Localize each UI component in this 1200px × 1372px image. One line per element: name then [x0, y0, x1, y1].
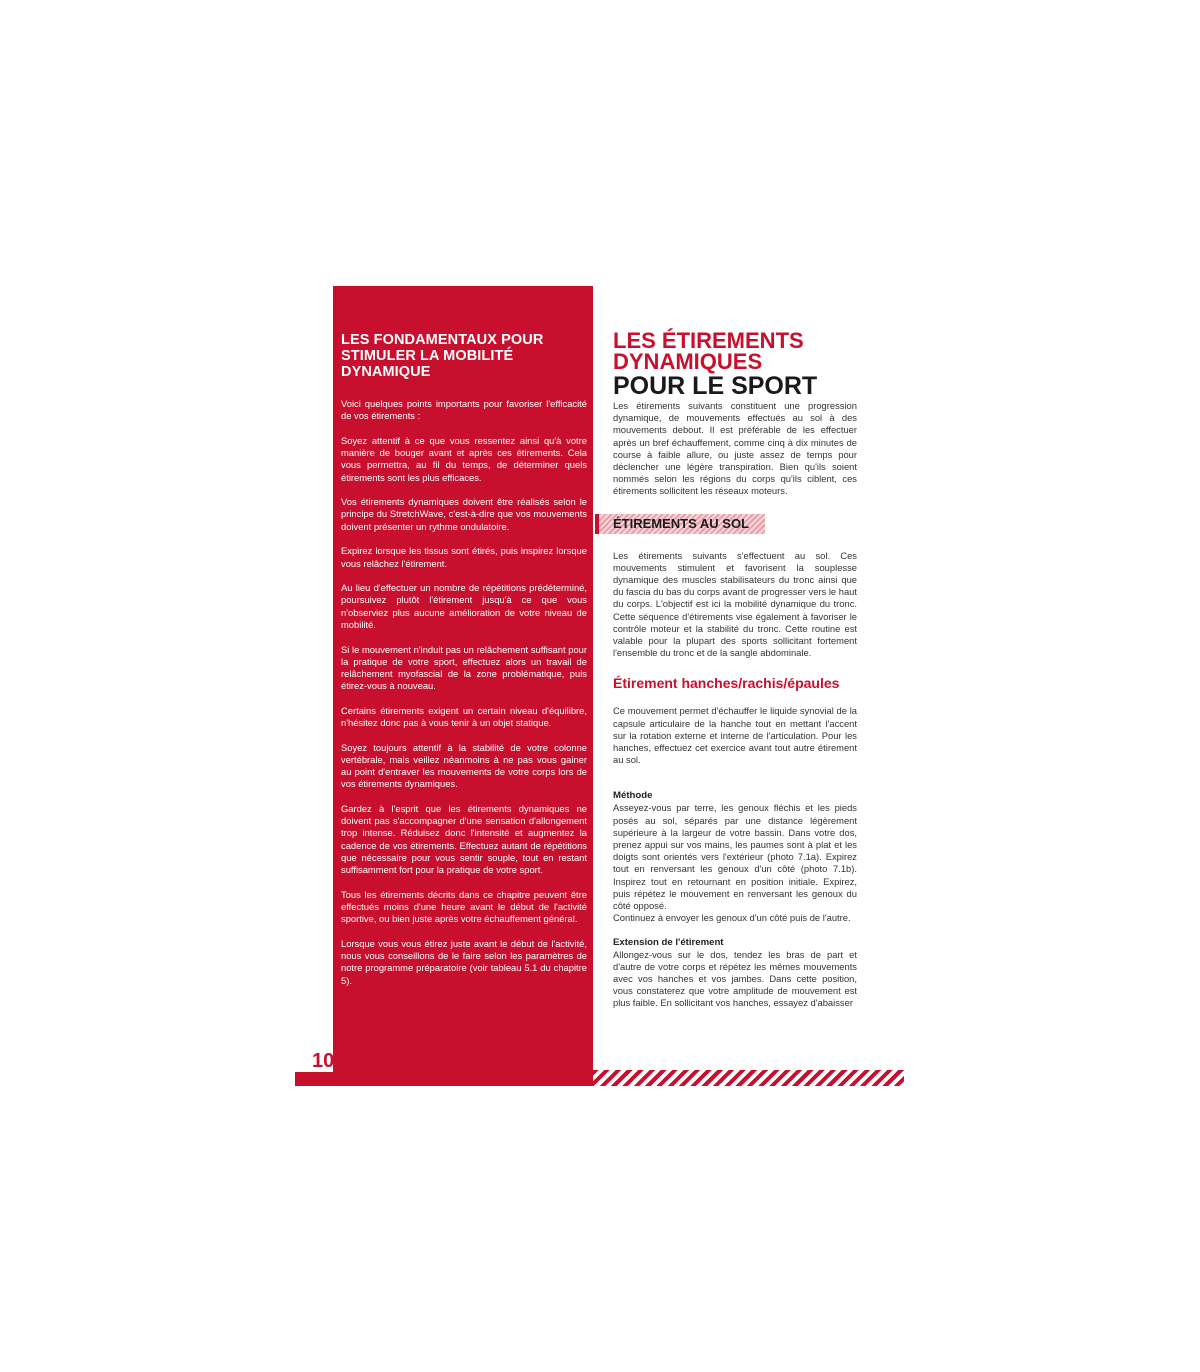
method-paragraph-continued: Continuez à envoyer les genoux d'un côté puis de l'autre.	[613, 912, 851, 924]
chapter-title	[613, 330, 857, 400]
method-label: Méthode	[613, 790, 653, 802]
main-column	[613, 330, 857, 1010]
exercise-paragraph: Ce mouvement permet d'échauffer le liquide synovial de la capsule articulaire de la hanche tout en mettant l'accent sur la rotation externe et interne de l'articulation. Pour les hanches, effectuez cet exercice avant tout autre étirement au sol.	[613, 705, 857, 766]
extension-label: Extension de l'étirement	[613, 936, 724, 948]
sidebar-paragraph: Lorsque vous vous étirez juste avant le début de l'activité, nous vous conseillons de le faire selon les paramètres de notre programme préparatoire (voir tableau 5.1 du chapitre 5).	[341, 937, 587, 986]
sidebar-box	[333, 286, 593, 1086]
exercise-title: Étirement hanches/rachis/épaules	[613, 675, 840, 692]
sidebar-paragraph: Tous les étirements décrits dans ce chapitre peuvent être effectués moins d'une heure avant le début de l'activité sportive, ou bien juste après votre échauffement général.	[341, 888, 587, 925]
section-title: ÉTIREMENTS AU SOL	[613, 515, 750, 531]
section-banner	[595, 514, 765, 534]
page-number: 10	[312, 1050, 335, 1072]
sidebar-paragraph: Vos étirements dynamiques doivent être réalisés selon le principe du StretchWave, c'est-à-dire que vos mouvements doivent présenter un rythme ondulatoire.	[341, 496, 587, 532]
chapter-title-dark: POUR LE SPORT	[613, 372, 818, 400]
sidebar-paragraph: Gardez à l'esprit que les étirements dynamiques ne doivent pas s'accompagner d'une sensation d'allongement trop intense. Réduisez donc l'intensité et augmentez la cadence de vos étirements. Effectuez autant de répétitions que nécessaire pour vous sentir souple, tout en restant suffisamment fort pour la pratique de votre sport.	[341, 803, 587, 876]
decorative-stripe	[593, 1070, 904, 1086]
method-paragraph: Asseyez-vous par terre, les genoux fléchis et les pieds posés au sol, séparés par une distance légèrement supérieure à la largeur de votre bassin. Dans votre dos, prenez appui sur vos mains, les paumes sont à plat et les doigts sont orientés vers l'extérieur (photo 7.1a). Expirez tout en renversant les genoux d'un côté (photo 7.1b). Inspirez tout en retournant en position initiale. Expirez, puis répétez le mouvement en renversant les genoux du côté opposé.	[613, 802, 857, 912]
sidebar-paragraph: Soyez attentif à ce que vous ressentez ainsi qu'à votre manière de bouger avant et après ces étirements. Cela vous permettra, au fil du temps, de déterminer quels étirements sont les plus efficaces.	[341, 434, 587, 483]
extension-paragraph: Allongez-vous sur le dos, tendez les bras de part et d'autre de votre corps et répétez les mêmes mouvements avec vos hanches et vos jambes. Dans cette position, vous constaterez que votre amplitude de mouvement est plus faible. En sollicitant vos hanches, essayez d'abaisser	[613, 948, 857, 1009]
sidebar-paragraph: Au lieu d'effectuer un nombre de répétitions prédéterminé, poursuivez plutôt l'étirement jusqu'à ce que vous n'observiez plus aucune amélioration de votre niveau de mobilité.	[341, 582, 587, 630]
section-paragraph: Les étirements suivants s'effectuent au sol. Ces mouvements stimulent et favorisent la souplesse dynamique des muscles stabilisateurs du tronc ainsi que du fascia du bas du corps avant de progresser vers le haut du corps. L'objectif est ici la mobilité dynamique du tronc. Cette séquence d'étirements vise également à favoriser le contrôle moteur et la stabilité du tronc. Cette routine est valable pour la plupart des sports sollicitant fortement l'ensemble du tronc et de la sangle abdominale.	[613, 549, 857, 659]
page-corner-tab	[295, 1072, 335, 1086]
sidebar-paragraph: Certains étirements exigent un certain niveau d'équilibre, n'hésitez donc pas à vous tenir à un objet statique.	[341, 704, 587, 729]
sidebar-paragraph: Soyez toujours attentif à la stabilité de votre colonne vertébrale, mais veillez néanmoins à ne pas vous gainer au point d'entraver les mouvements de votre corps lors de vos étirements dynamiques.	[341, 741, 587, 790]
sidebar-paragraph: Si le mouvement n'induit pas un relâchement suffisant pour la pratique de votre sport, effectuez alors un travail de relâchement myofascial de la zone problématique, puis étirez-vous à nouveau.	[341, 643, 587, 692]
sidebar-title: LES FONDAMENTAUX POUR STIMULER LA MOBILITÉ DYNAMIQUE	[341, 332, 544, 380]
sidebar-paragraph: Voici quelques points importants pour favoriser l'efficacité de vos étirements :	[341, 398, 587, 422]
intro-paragraph: Les étirements suivants constituent une progression dynamique, de mouvements effectués au sol à des mouvements debout. Il est préférable de les effectuer après un bref échauffement, comme cinq à dix minutes de course à faible allure, ou juste assez de temps pour déclencher une légère transpiration. Bien qu'ils soient nommés selon les régions du corps qu'ils ciblent, ces étirements sollicitent les réseaux moteurs.	[613, 400, 857, 497]
sidebar-paragraph: Expirez lorsque les tissus sont étirés, puis inspirez lorsque vous relâchez l'étirement.	[341, 545, 587, 569]
chapter-title-red: LES ÉTIREMENTS DYNAMIQUES	[613, 328, 804, 374]
